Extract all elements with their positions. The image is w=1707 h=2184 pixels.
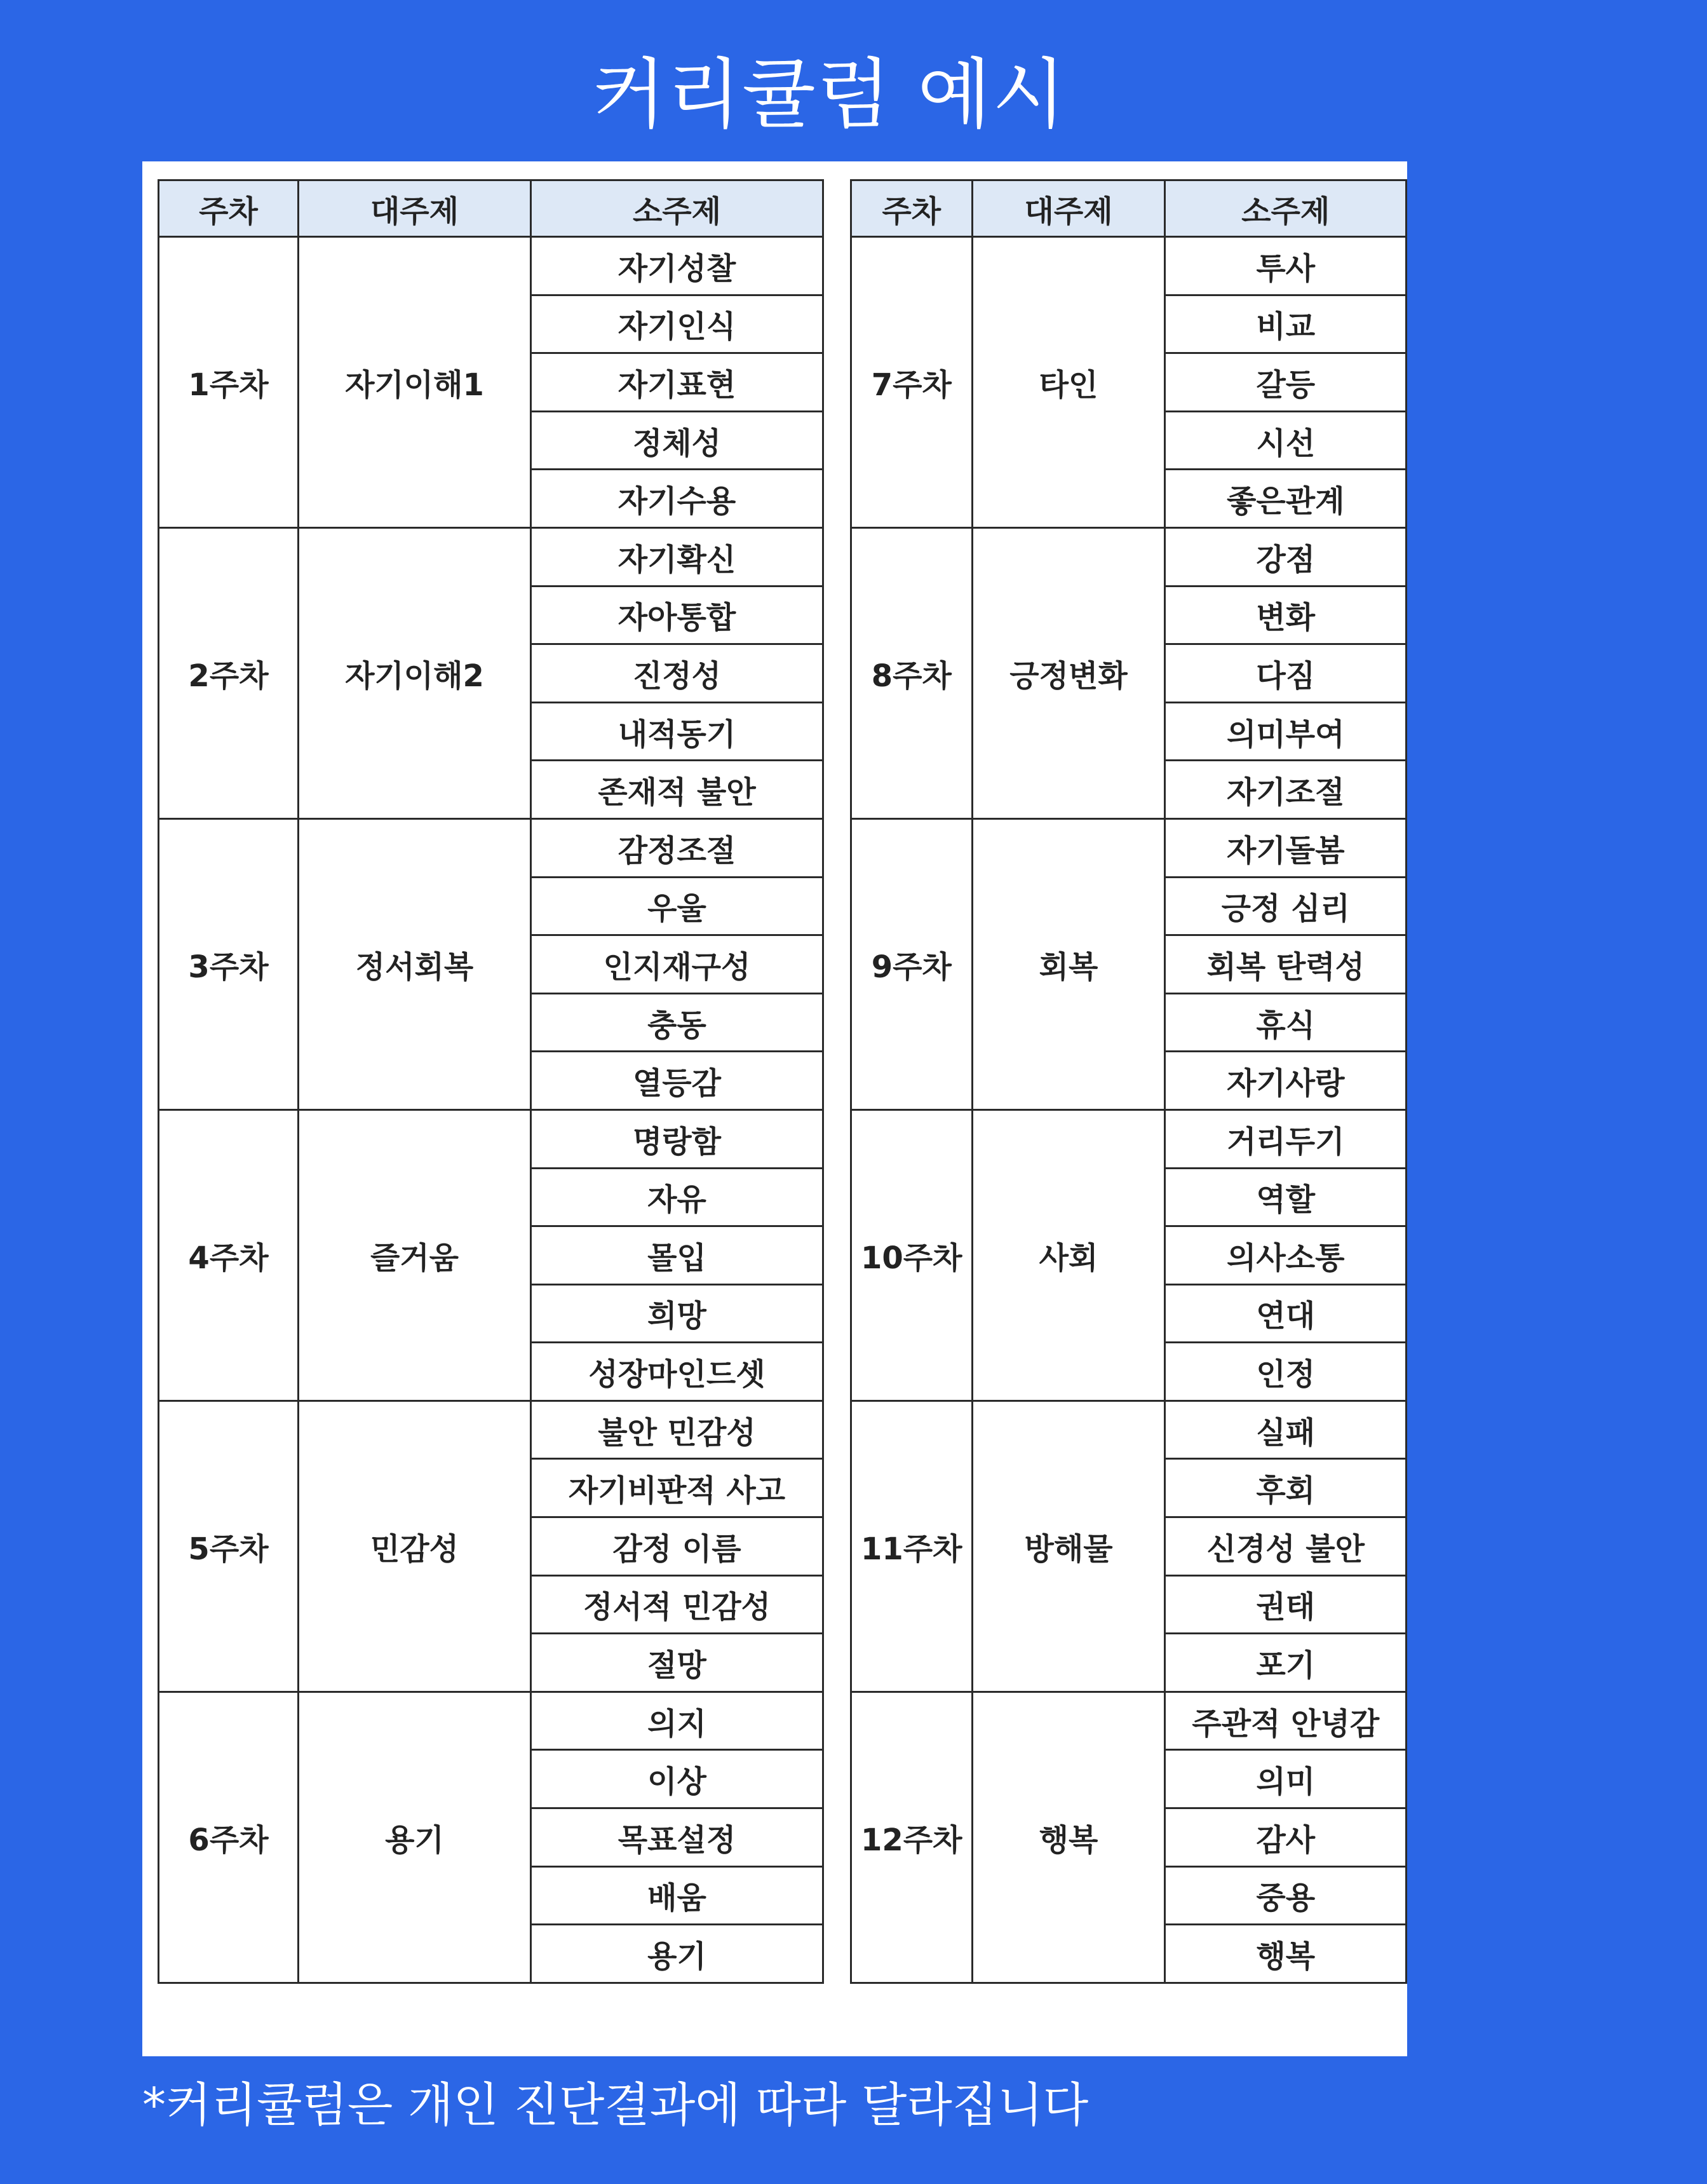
minor-topic-cell: 다짐: [1165, 644, 1407, 703]
week-cell: 3주차: [159, 818, 299, 1109]
header-major-topic: 대주제: [972, 180, 1165, 237]
minor-topic-cell: 의사소통: [1165, 1226, 1407, 1285]
minor-topic-cell: 연대: [1165, 1284, 1407, 1343]
page-title: 커리큘럼 예시: [592, 51, 1067, 139]
minor-topic-cell: 감사: [1165, 1808, 1407, 1867]
minor-topic-cell: 긍정 심리: [1165, 877, 1407, 935]
major-topic-cell: 긍정변화: [972, 527, 1165, 818]
table-row: [159, 527, 823, 586]
minor-topic-cell: 자기조절: [1165, 761, 1407, 819]
minor-topic-cell: 자기사랑: [1165, 1052, 1407, 1110]
minor-topic-cell: 명랑함: [531, 1109, 823, 1168]
major-topic-cell: 즐거움: [299, 1109, 531, 1401]
minor-topic-cell: 우울: [531, 877, 823, 935]
table-row: [851, 1401, 1407, 1459]
table-row: [159, 818, 823, 877]
table-row: [159, 1109, 823, 1168]
header-minor-topic: 소주제: [1165, 180, 1407, 237]
minor-topic-cell: 몰입: [531, 1226, 823, 1285]
minor-topic-cell: 자아통합: [531, 586, 823, 644]
minor-topic-cell: 자기돌봄: [1165, 818, 1407, 877]
major-topic-cell: 자기이해1: [299, 237, 531, 528]
minor-topic-cell: 정체성: [531, 411, 823, 470]
curriculum-table-right: [850, 179, 1407, 1984]
major-topic-cell: 자기이해2: [299, 527, 531, 818]
table-row: [851, 1692, 1407, 1750]
minor-topic-cell: 정서적 민감성: [531, 1575, 823, 1634]
major-topic-cell: 민감성: [299, 1401, 531, 1692]
week-cell: 2주차: [159, 527, 299, 818]
minor-topic-cell: 진정성: [531, 644, 823, 703]
footnote: *커리큘럼은 개인 진단결과에 따라 달라집니다: [142, 2078, 1089, 2133]
minor-topic-cell: 중용: [1165, 1866, 1407, 1925]
minor-topic-cell: 내적동기: [531, 702, 823, 761]
minor-topic-cell: 변화: [1165, 586, 1407, 644]
minor-topic-cell: 자기확신: [531, 527, 823, 586]
table-row: [851, 1109, 1407, 1168]
minor-topic-cell: 충동: [531, 993, 823, 1052]
minor-topic-cell: 인정: [1165, 1343, 1407, 1401]
header-minor-topic: 소주제: [531, 180, 823, 237]
week-cell: 1주차: [159, 237, 299, 528]
minor-topic-cell: 강점: [1165, 527, 1407, 586]
minor-topic-cell: 권태: [1165, 1575, 1407, 1634]
minor-topic-cell: 불안 민감성: [531, 1401, 823, 1459]
minor-topic-cell: 존재적 불안: [531, 761, 823, 819]
table-row: [159, 1401, 823, 1459]
minor-topic-cell: 자유: [531, 1168, 823, 1226]
major-topic-cell: 행복: [972, 1692, 1165, 1983]
table-row: [851, 818, 1407, 877]
week-cell: 11주차: [851, 1401, 973, 1692]
week-cell: 10주차: [851, 1109, 973, 1401]
minor-topic-cell: 성장마인드셋: [531, 1343, 823, 1401]
table-row: [851, 527, 1407, 586]
table-row: [159, 1692, 823, 1750]
minor-topic-cell: 주관적 안녕감: [1165, 1692, 1407, 1750]
minor-topic-cell: 후회: [1165, 1459, 1407, 1517]
minor-topic-cell: 비교: [1165, 295, 1407, 353]
minor-topic-cell: 시선: [1165, 411, 1407, 470]
major-topic-cell: 사회: [972, 1109, 1165, 1401]
minor-topic-cell: 자기수용: [531, 470, 823, 528]
week-cell: 7주차: [851, 237, 973, 528]
major-topic-cell: 회복: [972, 818, 1165, 1109]
minor-topic-cell: 갈등: [1165, 353, 1407, 412]
week-cell: 8주차: [851, 527, 973, 818]
minor-topic-cell: 절망: [531, 1634, 823, 1692]
minor-topic-cell: 의미부여: [1165, 702, 1407, 761]
minor-topic-cell: 자기인식: [531, 295, 823, 353]
minor-topic-cell: 의미: [1165, 1750, 1407, 1808]
minor-topic-cell: 감정조절: [531, 818, 823, 877]
minor-topic-cell: 투사: [1165, 237, 1407, 295]
minor-topic-cell: 행복: [1165, 1925, 1407, 1983]
minor-topic-cell: 회복 탄력성: [1165, 935, 1407, 994]
minor-topic-cell: 의지: [531, 1692, 823, 1750]
minor-topic-cell: 자기성찰: [531, 237, 823, 295]
major-topic-cell: 정서회복: [299, 818, 531, 1109]
minor-topic-cell: 포기: [1165, 1634, 1407, 1692]
minor-topic-cell: 인지재구성: [531, 935, 823, 994]
minor-topic-cell: 역할: [1165, 1168, 1407, 1226]
minor-topic-cell: 거리두기: [1165, 1109, 1407, 1168]
header-row: [159, 180, 823, 237]
minor-topic-cell: 신경성 불안: [1165, 1517, 1407, 1576]
header-row: [851, 180, 1407, 237]
minor-topic-cell: 배움: [531, 1866, 823, 1925]
table-row: [851, 237, 1407, 295]
curriculum-table-left: [158, 179, 824, 1984]
minor-topic-cell: 자기비판적 사고: [531, 1459, 823, 1517]
minor-topic-cell: 실패: [1165, 1401, 1407, 1459]
major-topic-cell: 용기: [299, 1692, 531, 1983]
week-cell: 9주차: [851, 818, 973, 1109]
minor-topic-cell: 용기: [531, 1925, 823, 1983]
week-cell: 4주차: [159, 1109, 299, 1401]
curriculum-panel: [142, 161, 1407, 2056]
week-cell: 12주차: [851, 1692, 973, 1983]
minor-topic-cell: 이상: [531, 1750, 823, 1808]
minor-topic-cell: 휴식: [1165, 993, 1407, 1052]
header-week: 주차: [159, 180, 299, 237]
header-week: 주차: [851, 180, 973, 237]
header-major-topic: 대주제: [299, 180, 531, 237]
minor-topic-cell: 자기표현: [531, 353, 823, 412]
week-cell: 5주차: [159, 1401, 299, 1692]
table-body-left: [159, 237, 823, 1983]
minor-topic-cell: 희망: [531, 1284, 823, 1343]
minor-topic-cell: 감정 이름: [531, 1517, 823, 1576]
table-body-right: [851, 237, 1407, 1983]
major-topic-cell: 방해물: [972, 1401, 1165, 1692]
table-row: [159, 237, 823, 295]
week-cell: 6주차: [159, 1692, 299, 1983]
minor-topic-cell: 좋은관계: [1165, 470, 1407, 528]
minor-topic-cell: 목표설정: [531, 1808, 823, 1867]
minor-topic-cell: 열등감: [531, 1052, 823, 1110]
major-topic-cell: 타인: [972, 237, 1165, 528]
